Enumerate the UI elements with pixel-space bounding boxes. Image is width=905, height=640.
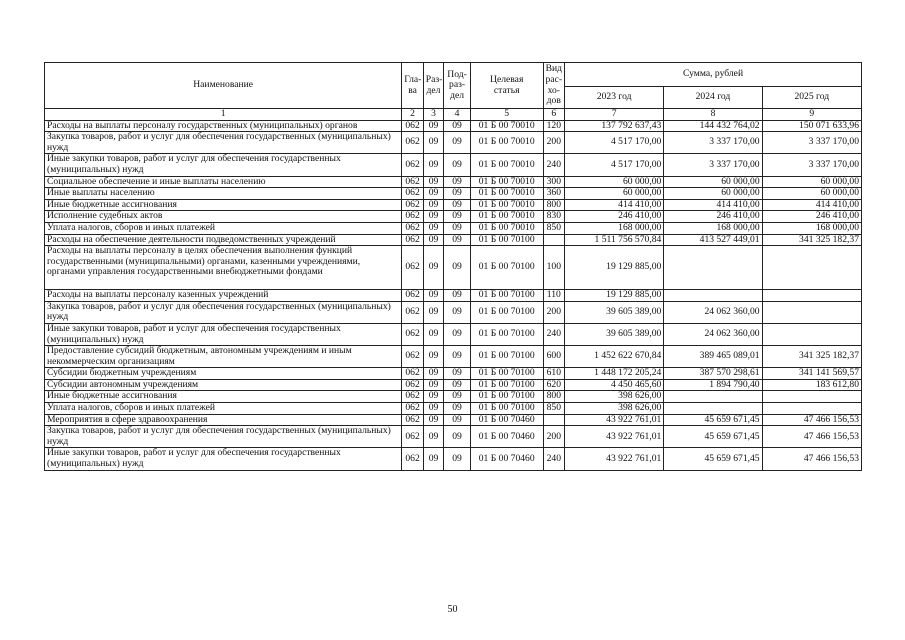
row-expense-type: 240: [543, 448, 564, 470]
table-row: [45, 222, 862, 234]
row-expense-type: [543, 234, 564, 246]
row-podrazdel: 09: [444, 391, 471, 403]
row-glava: 062: [402, 246, 423, 290]
table-row: [45, 448, 862, 470]
column-number: 7: [565, 109, 664, 121]
row-sum-2024: 1 894 790,40: [664, 379, 762, 391]
row-target-article: 01 Б 00 70010: [470, 199, 543, 211]
row-podrazdel: 09: [444, 379, 471, 391]
row-sum-2025: 341 141 569,57: [762, 368, 861, 380]
row-expense-type: 200: [543, 301, 564, 323]
row-sum-2024: 144 432 764,02: [664, 120, 762, 132]
row-podrazdel: 09: [444, 234, 471, 246]
header-expense-type: Вид рас- хо- дов: [543, 63, 564, 109]
row-name: Иные выплаты населению: [45, 188, 402, 200]
row-target-article: 01 Б 00 70100: [470, 301, 543, 323]
table-row: [45, 132, 862, 154]
row-sum-2023: 19 129 885,00: [565, 246, 664, 290]
row-target-article: 01 Б 00 70100: [470, 391, 543, 403]
column-number: 1: [45, 109, 402, 121]
row-razdel: 09: [423, 346, 443, 368]
row-target-article: 01 Б 00 70100: [470, 323, 543, 345]
table-row: [45, 246, 862, 290]
row-expense-type: 360: [543, 188, 564, 200]
row-sum-2024: [664, 290, 762, 302]
row-glava: 062: [402, 211, 423, 223]
column-number: 6: [543, 109, 564, 121]
row-expense-type: 110: [543, 290, 564, 302]
row-target-article: 01 Б 00 70100: [470, 290, 543, 302]
row-glava: 062: [402, 154, 423, 176]
row-razdel: 09: [423, 448, 443, 470]
row-razdel: 09: [423, 414, 443, 426]
row-expense-type: 100: [543, 246, 564, 290]
row-sum-2024: 24 062 360,00: [664, 301, 762, 323]
row-podrazdel: 09: [444, 448, 471, 470]
row-glava: 062: [402, 414, 423, 426]
row-sum-2025: 3 337 170,00: [762, 132, 861, 154]
header-target-article: Целевая статья: [470, 63, 543, 109]
row-expense-type: 850: [543, 222, 564, 234]
row-sum-2025: 341 325 182,37: [762, 234, 861, 246]
row-sum-2025: [762, 290, 861, 302]
row-sum-2023: 4 450 465,60: [565, 379, 664, 391]
table-row: [45, 403, 862, 415]
table-row: [45, 120, 862, 132]
row-glava: 062: [402, 199, 423, 211]
row-expense-type: 240: [543, 323, 564, 345]
row-glava: 062: [402, 120, 423, 132]
column-number: 2: [402, 109, 423, 121]
row-name: Расходы на выплаты персоналу государственных (муниципальных) органов: [45, 120, 402, 132]
table-row: [45, 368, 862, 380]
row-podrazdel: 09: [444, 222, 471, 234]
row-sum-2024: 3 337 170,00: [664, 154, 762, 176]
row-podrazdel: 09: [444, 199, 471, 211]
row-expense-type: 830: [543, 211, 564, 223]
row-sum-2023: 1 511 756 570,84: [565, 234, 664, 246]
row-name: Предоставление субсидий бюджетным, автономным учреждениям и иным некоммерческим организациям: [45, 346, 402, 368]
column-number: 8: [664, 109, 762, 121]
row-sum-2024: 45 659 671,45: [664, 414, 762, 426]
row-sum-2024: 168 000,00: [664, 222, 762, 234]
row-target-article: 01 Б 00 70010: [470, 211, 543, 223]
table-row: [45, 426, 862, 448]
row-sum-2025: 47 466 156,53: [762, 414, 861, 426]
row-sum-2025: 3 337 170,00: [762, 154, 861, 176]
row-target-article: 01 Б 00 70010: [470, 222, 543, 234]
row-razdel: 09: [423, 222, 443, 234]
row-razdel: 09: [423, 246, 443, 290]
row-glava: 062: [402, 301, 423, 323]
row-glava: 062: [402, 323, 423, 345]
row-sum-2024: 24 062 360,00: [664, 323, 762, 345]
row-razdel: 09: [423, 403, 443, 415]
row-razdel: 09: [423, 188, 443, 200]
row-sum-2024: [664, 391, 762, 403]
header-year-2025: 2025 год: [762, 87, 861, 109]
row-sum-2024: [664, 246, 762, 290]
row-podrazdel: 09: [444, 301, 471, 323]
row-razdel: 09: [423, 391, 443, 403]
row-podrazdel: 09: [444, 211, 471, 223]
row-sum-2023: 60 000,00: [565, 188, 664, 200]
page-number: 50: [447, 604, 458, 615]
row-podrazdel: 09: [444, 346, 471, 368]
header-glava: Гла- ва: [402, 63, 423, 109]
row-sum-2024: 60 000,00: [664, 188, 762, 200]
row-target-article: 01 Б 00 70460: [470, 448, 543, 470]
row-sum-2024: 389 465 089,01: [664, 346, 762, 368]
header-name: Наименование: [45, 63, 402, 109]
row-name: Уплата налогов, сборов и иных платежей: [45, 403, 402, 415]
row-sum-2023: 414 410,00: [565, 199, 664, 211]
row-sum-2023: 1 452 622 670,84: [565, 346, 664, 368]
table-row: [45, 188, 862, 200]
row-razdel: 09: [423, 199, 443, 211]
header-year-2023: 2023 год: [565, 87, 664, 109]
row-podrazdel: 09: [444, 176, 471, 188]
row-glava: 062: [402, 234, 423, 246]
row-razdel: 09: [423, 176, 443, 188]
row-target-article: 01 Б 00 70010: [470, 120, 543, 132]
row-glava: 062: [402, 391, 423, 403]
table-row: [45, 234, 862, 246]
row-target-article: 01 Б 00 70010: [470, 154, 543, 176]
table-row: [45, 290, 862, 302]
row-sum-2025: [762, 301, 861, 323]
row-sum-2023: 60 000,00: [565, 176, 664, 188]
table-row: [45, 199, 862, 211]
row-expense-type: 200: [543, 426, 564, 448]
row-name: Расходы на обеспечение деятельности подведомственных учреждений: [45, 234, 402, 246]
row-podrazdel: 09: [444, 188, 471, 200]
row-sum-2025: 341 325 182,37: [762, 346, 861, 368]
row-name: Иные закупки товаров, работ и услуг для обеспечения государственных (муниципальных) нужд: [45, 154, 402, 176]
row-sum-2025: [762, 391, 861, 403]
table-row: [45, 211, 862, 223]
row-podrazdel: 09: [444, 403, 471, 415]
row-name: Закупка товаров, работ и услуг для обеспечения государственных (муниципальных) нужд: [45, 301, 402, 323]
row-name: Субсидии бюджетным учреждениям: [45, 368, 402, 380]
row-target-article: 01 Б 00 70010: [470, 176, 543, 188]
row-target-article: 01 Б 00 70100: [470, 246, 543, 290]
row-sum-2025: 150 071 633,96: [762, 120, 861, 132]
row-sum-2023: 19 129 885,00: [565, 290, 664, 302]
row-glava: 062: [402, 188, 423, 200]
row-sum-2023: 43 922 761,01: [565, 448, 664, 470]
row-sum-2024: 45 659 671,45: [664, 426, 762, 448]
header-year-2024: 2024 год: [664, 87, 762, 109]
row-podrazdel: 09: [444, 414, 471, 426]
row-sum-2024: 45 659 671,45: [664, 448, 762, 470]
row-sum-2025: 60 000,00: [762, 176, 861, 188]
budget-table: [44, 62, 862, 471]
row-expense-type: 120: [543, 120, 564, 132]
row-expense-type: 620: [543, 379, 564, 391]
row-sum-2024: 413 527 449,01: [664, 234, 762, 246]
table-row: [45, 323, 862, 345]
row-sum-2023: 4 517 170,00: [565, 132, 664, 154]
row-sum-2024: 60 000,00: [664, 176, 762, 188]
row-name: Социальное обеспечение и иные выплаты населению: [45, 176, 402, 188]
row-razdel: 09: [423, 426, 443, 448]
row-sum-2023: 168 000,00: [565, 222, 664, 234]
column-number: 5: [470, 109, 543, 121]
row-sum-2023: 246 410,00: [565, 211, 664, 223]
column-number: 4: [444, 109, 471, 121]
row-name: Исполнение судебных актов: [45, 211, 402, 223]
row-podrazdel: 09: [444, 132, 471, 154]
row-razdel: 09: [423, 234, 443, 246]
row-expense-type: [543, 414, 564, 426]
row-target-article: 01 Б 00 70100: [470, 234, 543, 246]
row-razdel: 09: [423, 120, 443, 132]
table-row: [45, 379, 862, 391]
row-razdel: 09: [423, 323, 443, 345]
row-target-article: 01 Б 00 70100: [470, 368, 543, 380]
row-podrazdel: 09: [444, 120, 471, 132]
row-target-article: 01 Б 00 70460: [470, 426, 543, 448]
row-sum-2024: [664, 403, 762, 415]
row-target-article: 01 Б 00 70460: [470, 414, 543, 426]
row-name: Иные бюджетные ассигнования: [45, 391, 402, 403]
row-target-article: 01 Б 00 70100: [470, 379, 543, 391]
row-name: Субсидии автономным учреждениям: [45, 379, 402, 391]
row-name: Иные закупки товаров, работ и услуг для обеспечения государственных (муниципальных) нужд: [45, 448, 402, 470]
header-sum: Сумма, рублей: [565, 63, 862, 87]
row-sum-2023: 398 626,00: [565, 391, 664, 403]
row-name: Мероприятия в сфере здравоохранения: [45, 414, 402, 426]
row-sum-2023: 43 922 761,01: [565, 414, 664, 426]
row-name: Закупка товаров, работ и услуг для обеспечения государственных (муниципальных) нужд: [45, 426, 402, 448]
row-expense-type: 240: [543, 154, 564, 176]
row-name: Иные закупки товаров, работ и услуг для обеспечения государственных (муниципальных) нужд: [45, 323, 402, 345]
row-sum-2025: 168 000,00: [762, 222, 861, 234]
row-target-article: 01 Б 00 70100: [470, 403, 543, 415]
row-target-article: 01 Б 00 70100: [470, 346, 543, 368]
row-sum-2024: 387 570 298,61: [664, 368, 762, 380]
row-name: Расходы на выплаты персоналу в целях обеспечения выполнения функций государственными (муниципальными) органами, казенными учреждениями, органами управления государственными внебюджетными фондами: [45, 246, 402, 290]
row-expense-type: 610: [543, 368, 564, 380]
row-name: Закупка товаров, работ и услуг для обеспечения государственных (муниципальных) нужд: [45, 132, 402, 154]
column-number: 9: [762, 109, 861, 121]
row-razdel: 09: [423, 379, 443, 391]
column-number-row: [45, 109, 862, 121]
table-row: [45, 301, 862, 323]
row-glava: 062: [402, 222, 423, 234]
row-sum-2023: 398 626,00: [565, 403, 664, 415]
table-row: [45, 414, 862, 426]
row-podrazdel: 09: [444, 323, 471, 345]
row-sum-2024: 414 410,00: [664, 199, 762, 211]
row-sum-2024: 3 337 170,00: [664, 132, 762, 154]
row-sum-2023: 39 605 389,00: [565, 323, 664, 345]
row-razdel: 09: [423, 368, 443, 380]
row-sum-2025: [762, 323, 861, 345]
row-sum-2025: 183 612,80: [762, 379, 861, 391]
row-glava: 062: [402, 403, 423, 415]
row-glava: 062: [402, 132, 423, 154]
row-glava: 062: [402, 426, 423, 448]
row-razdel: 09: [423, 132, 443, 154]
column-number: 3: [423, 109, 443, 121]
row-expense-type: 600: [543, 346, 564, 368]
row-target-article: 01 Б 00 70010: [470, 132, 543, 154]
row-target-article: 01 Б 00 70010: [470, 188, 543, 200]
row-razdel: 09: [423, 301, 443, 323]
row-sum-2023: 137 792 637,43: [565, 120, 664, 132]
row-expense-type: 800: [543, 199, 564, 211]
row-sum-2025: 47 466 156,53: [762, 448, 861, 470]
row-podrazdel: 09: [444, 154, 471, 176]
row-razdel: 09: [423, 211, 443, 223]
row-sum-2025: 47 466 156,53: [762, 426, 861, 448]
row-sum-2025: [762, 403, 861, 415]
table-row: [45, 176, 862, 188]
row-razdel: 09: [423, 290, 443, 302]
table-row: [45, 391, 862, 403]
row-glava: 062: [402, 448, 423, 470]
row-glava: 062: [402, 368, 423, 380]
row-glava: 062: [402, 290, 423, 302]
row-expense-type: 300: [543, 176, 564, 188]
row-podrazdel: 09: [444, 290, 471, 302]
table-row: [45, 346, 862, 368]
header-razdel: Раз- дел: [423, 63, 443, 109]
header-podrazdel: Под- раз- дел: [444, 63, 471, 109]
row-expense-type: 850: [543, 403, 564, 415]
row-expense-type: 800: [543, 391, 564, 403]
row-glava: 062: [402, 379, 423, 391]
row-podrazdel: 09: [444, 426, 471, 448]
row-sum-2023: 4 517 170,00: [565, 154, 664, 176]
row-glava: 062: [402, 346, 423, 368]
table-row: [45, 154, 862, 176]
row-podrazdel: 09: [444, 368, 471, 380]
row-name: Расходы на выплаты персоналу казенных учреждений: [45, 290, 402, 302]
row-sum-2025: 414 410,00: [762, 199, 861, 211]
row-sum-2023: 39 605 389,00: [565, 301, 664, 323]
row-sum-2025: [762, 246, 861, 290]
row-sum-2025: 246 410,00: [762, 211, 861, 223]
row-sum-2023: 1 448 172 205,24: [565, 368, 664, 380]
row-name: Уплата налогов, сборов и иных платежей: [45, 222, 402, 234]
row-expense-type: 200: [543, 132, 564, 154]
row-podrazdel: 09: [444, 246, 471, 290]
row-razdel: 09: [423, 154, 443, 176]
row-sum-2025: 60 000,00: [762, 188, 861, 200]
row-glava: 062: [402, 176, 423, 188]
row-sum-2024: 246 410,00: [664, 211, 762, 223]
row-sum-2023: 43 922 761,01: [565, 426, 664, 448]
row-name: Иные бюджетные ассигнования: [45, 199, 402, 211]
